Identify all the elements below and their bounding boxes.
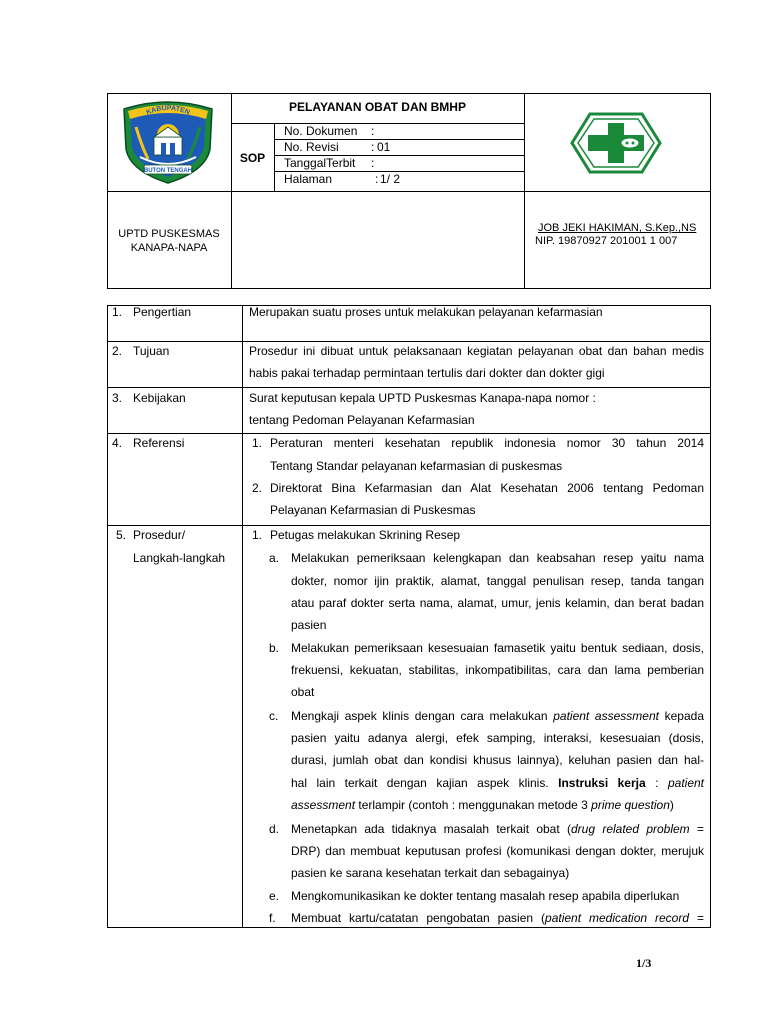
- row-kebijakan-line2: tentang Pedoman Pelayanan Kefarmasian: [249, 413, 475, 427]
- document-title: PELAYANAN OBAT DAN BMHP: [289, 100, 466, 114]
- step-c-letter: c.: [269, 709, 279, 723]
- header-middle-line: [107, 191, 711, 192]
- meta-label-dokumen: No. Dokumen: [284, 124, 358, 138]
- step-d-line3: pasien ke sarana kesehatan terkait dan sebagainya): [291, 866, 570, 880]
- step-c-line3: durasi, jumlah obat dan kondisi khusus lainnya), keluhan pasien dan hal-: [291, 753, 704, 767]
- sop-label: SOP: [239, 151, 266, 165]
- row-kebijakan-label: Kebijakan: [133, 391, 186, 405]
- step-c-line5: assessment terlampir (contoh : menggunakan metode 3 prime question): [291, 798, 674, 812]
- step-a-line2: dokter, nomor ijin praktik, alamat, tanggal penulisan resep, tanda tangan: [291, 574, 704, 588]
- row-referensi-num: 4.: [112, 436, 123, 450]
- org-name-line1: UPTD PUSKESMAS: [118, 228, 220, 240]
- meta-label-halaman: Halaman: [284, 172, 333, 186]
- step-b-line1: Melakukan pemeriksaan kesesuaian famasetik yaitu bentuk sediaan, dosis,: [291, 641, 704, 655]
- step-a-line4: pasien: [291, 618, 327, 632]
- row-pengertian-num: 1.: [112, 305, 123, 319]
- instruksi-kerja-label: Instruksi kerja: [558, 776, 646, 790]
- referensi-item-2-line1: Direktorat Bina Kefarmasian dan Alat Kesehatan 2006 tentang Pedoman: [270, 481, 704, 495]
- title-underline: [231, 123, 524, 124]
- row-tujuan-line1: Prosedur ini dibuat untuk pelaksanaan kegiatan pelayanan obat dan bahan medis: [249, 344, 704, 358]
- label-column-divider: [242, 305, 243, 928]
- signer-nip: NIP. 19870927 201001 1 007: [535, 235, 678, 247]
- step-c-line4: hal lain terkait dengan kajian aspek klinis. Instruksi kerja : patient: [291, 776, 704, 790]
- meta-sep-revisi: :: [371, 140, 375, 154]
- step-c-line2: pasien yaitu adanya alergi, efek samping, interaksi, kesesuaian (dosis,: [291, 731, 704, 745]
- signer-name: JOB JEKI HAKIMAN, S.Kep.,NS: [538, 222, 697, 234]
- org-name-line2: KANAPA-NAPA: [130, 242, 208, 254]
- step-b-line3: obat: [291, 685, 315, 699]
- step-e-line1: Mengkomunikasikan ke dokter tentang masalah resep apabila diperlukan: [291, 889, 680, 903]
- referensi-item-2-num: 2.: [252, 481, 263, 495]
- row-tujuan-num: 2.: [112, 344, 123, 358]
- page-number: 1/3: [636, 956, 652, 970]
- logo-top-text: KABUPATEN: [145, 104, 191, 117]
- row-prosedur-label1: Prosedur/: [133, 528, 186, 542]
- row-kebijakan-line1: Surat keputusan kepala UPTD Puskesmas Kanapa-napa nomor :: [249, 391, 596, 405]
- row-kebijakan-num: 3.: [112, 391, 123, 405]
- step-f-letter: f.: [269, 911, 276, 925]
- referensi-item-2-line2: Pelayanan Kefarmasian di Puskesmas: [270, 503, 476, 517]
- row-tujuan-line2: habis pakai terhadap permintaan tertulis dari dokter dan dokter gigi: [249, 366, 605, 380]
- row-referensi-label: Referensi: [133, 436, 185, 450]
- meta-sep-halaman: :: [375, 172, 379, 186]
- step-f-line1: Membuat kartu/catatan pengobatan pasien (patient medication record =: [291, 911, 705, 925]
- meta-value-halaman: 1/ 2: [380, 172, 401, 186]
- step-d-line2: DRP) dan membuat keputusan profesi (komunikasi dengan dokter, merujuk: [291, 844, 704, 858]
- step-d-letter: d.: [269, 822, 280, 836]
- row-pengertian-text: Merupakan suatu proses untuk melakukan pelayanan kefarmasian: [249, 305, 603, 319]
- puskesmas-logo: [570, 112, 662, 174]
- step-b-line2: frekuensi, kekuatan, stabilitas, inkompatibilitas, cara dan lama pemberian: [291, 663, 704, 677]
- step-e-letter: e.: [269, 889, 280, 903]
- meta-sep-dokumen: :: [371, 124, 375, 138]
- step-b-letter: b.: [269, 641, 280, 655]
- meta-label-tanggal: TanggalTerbit: [284, 156, 356, 170]
- row-pengertian-label: Pengertian: [133, 305, 192, 319]
- step-a-letter: a.: [269, 551, 280, 565]
- step-d-line1: Menetapkan ada tidaknya masalah terkait obat (drug related problem =: [291, 822, 705, 836]
- kabupaten-logo: [118, 97, 218, 185]
- meta-label-revisi: No. Revisi: [284, 140, 339, 154]
- sop-divider: [274, 123, 275, 191]
- step-a-line3: atau paraf dokter serta nama, alamat, umur, jenis kelamin, dan berat badan: [291, 596, 704, 610]
- referensi-item-1-line2: Tentang Standar pelayanan kefarmasian di puskesmas: [270, 459, 563, 473]
- row-prosedur-num: 5.: [116, 528, 127, 542]
- referensi-item-1-line1: Peraturan menteri kesehatan republik indonesia nomor 30 tahun 2014: [270, 436, 704, 450]
- referensi-item-1-num: 1.: [252, 436, 263, 450]
- step-a-line1: Melakukan pemeriksaan kelengkapan dan keabsahan resep yaitu nama: [291, 551, 704, 565]
- meta-value-revisi: 01: [377, 140, 391, 154]
- row-prosedur-label2: Langkah-langkah: [133, 551, 226, 565]
- row-tujuan-label: Tujuan: [133, 344, 170, 358]
- meta-sep-tanggal: :: [371, 156, 375, 170]
- logo-bottom-text: BUTON TENGAH: [143, 168, 193, 174]
- prosedur-step1-text: Petugas melakukan Skrining Resep: [270, 528, 461, 542]
- step-c-line1: Mengkaji aspek klinis dengan cara melakukan patient assessment kepada: [291, 709, 705, 723]
- prosedur-step1-num: 1.: [252, 528, 263, 542]
